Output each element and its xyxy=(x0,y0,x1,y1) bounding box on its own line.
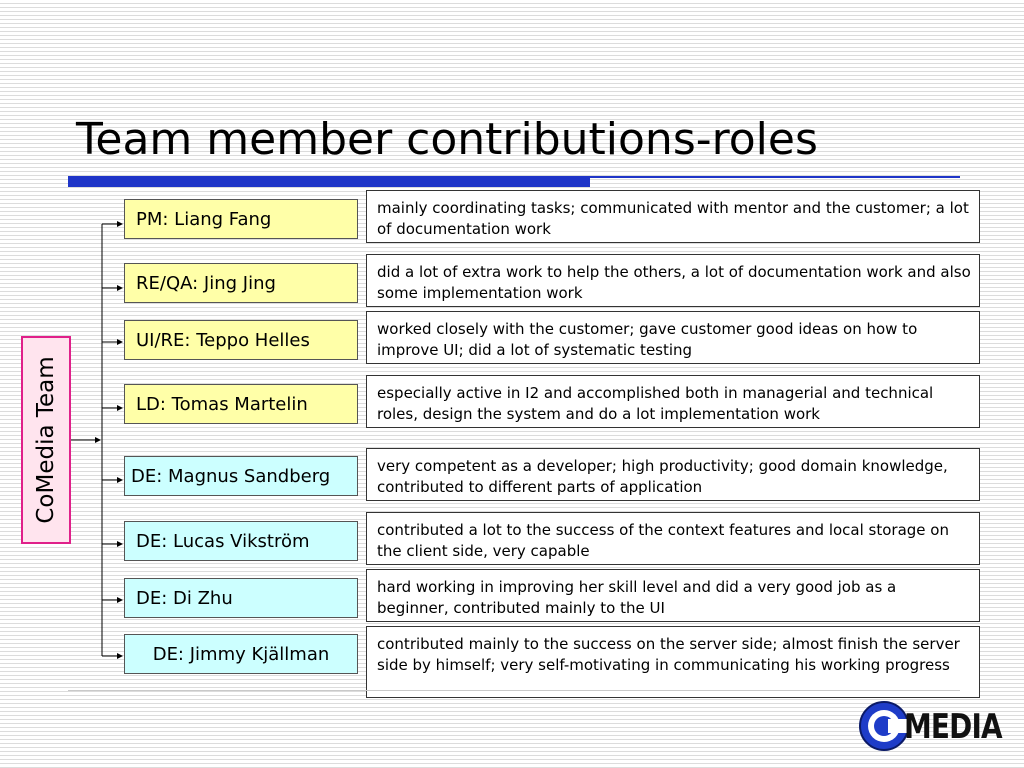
team-label: CoMedia Team xyxy=(33,356,59,524)
role-box-re-qa: RE/QA: Jing Jing xyxy=(124,263,358,303)
role-box-ld: LD: Tomas Martelin xyxy=(124,384,358,424)
role-box-de-magnus: DE: Magnus Sandberg xyxy=(124,456,358,496)
role-box-ui-re: UI/RE: Teppo Helles xyxy=(124,320,358,360)
role-box-de-lucas: DE: Lucas Vikström xyxy=(124,521,358,561)
role-box-de-di: DE: Di Zhu xyxy=(124,578,358,618)
role-box-de-jimmy: DE: Jimmy Kjällman xyxy=(124,634,358,674)
slide-title: Team member contributions-roles xyxy=(76,114,818,165)
role-box-pm: PM: Liang Fang xyxy=(124,199,358,239)
contribution-box-ui-re: worked closely with the customer; gave customer good ideas on how to improve UI; did a lot of systematic testing xyxy=(366,311,980,364)
footer-rule xyxy=(68,690,960,691)
comedia-logo xyxy=(858,700,1010,752)
logo-wordmark: MEDIA xyxy=(904,707,1002,747)
contribution-box-de-jimmy: contributed mainly to the success on the server side; almost finish the server side by himself; very self-motivating in communicating his working progress xyxy=(366,626,980,698)
contribution-box-ld: especially active in I2 and accomplished both in managerial and technical roles, design the system and do a lot implementation work xyxy=(366,375,980,428)
contribution-box-de-lucas: contributed a lot to the success of the context features and local storage on the client side, very capable xyxy=(366,512,980,565)
contribution-box-de-di: hard working in improving her skill level and did a very good job as a beginner, contributed mainly to the UI xyxy=(366,569,980,622)
contribution-box-de-magnus: very competent as a developer; high productivity; good domain knowledge, contributed to different parts of application xyxy=(366,448,980,501)
contribution-box-re-qa: did a lot of extra work to help the others, a lot of documentation work and also some implementation work xyxy=(366,254,980,307)
contribution-box-pm: mainly coordinating tasks; communicated with mentor and the customer; a lot of documentation work xyxy=(366,190,980,243)
